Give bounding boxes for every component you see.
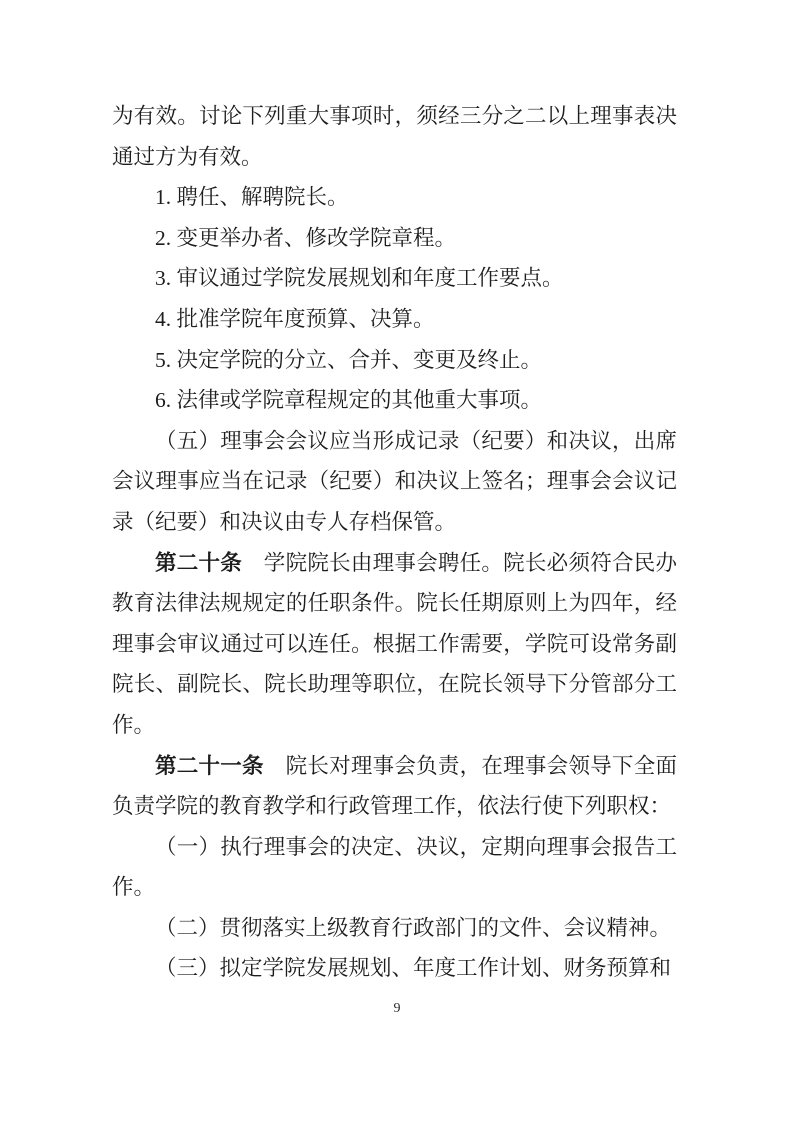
text-run: 院长对理事会负责，在理事会领导下全面负责学院的教育教学和行政管理工作，依法行使下列职权： xyxy=(112,753,677,819)
text-run: （五）理事会会议应当形成记录（纪要）和决议，出席会议理事应当在记录（纪要）和决议上签名；理事会会议记录（纪要）和决议由专人存档保管。 xyxy=(112,428,677,534)
text-run: 4. 批准学院年度预算、决算。 xyxy=(155,306,435,331)
text-run: 学院院长由理事会聘任。院长必须符合民办教育法律法规规定的任职条件。院长任期原则上为四年，经理事会审议通过可以连任。根据工作需要，学院可设常务副院长、副院长、院长助理等职位，在院长领导下分管部分工作。 xyxy=(112,550,677,737)
paragraph xyxy=(112,421,677,543)
text-run: 1. 聘任、解聘院长。 xyxy=(155,185,349,210)
paragraph xyxy=(112,908,677,949)
paragraph xyxy=(112,218,677,259)
paragraph xyxy=(112,258,677,299)
text-run: 为有效。讨论下列重大事项时，须经三分之二以上理事表决通过方为有效。 xyxy=(112,104,677,169)
paragraph xyxy=(112,827,677,908)
paragraph xyxy=(112,96,677,177)
paragraph xyxy=(112,746,677,827)
paragraph xyxy=(112,299,677,340)
document-body xyxy=(112,96,677,989)
text-run: （一）执行理事会的决定、决议，定期向理事会报告工作。 xyxy=(112,834,677,900)
paragraph xyxy=(112,340,677,381)
text-run: 2. 变更举办者、修改学院章程。 xyxy=(155,225,457,250)
page-footer xyxy=(0,999,794,1019)
text-run: 5. 决定学院的分立、合并、变更及终止。 xyxy=(155,347,543,372)
paragraph xyxy=(112,948,677,989)
paragraph xyxy=(112,543,677,746)
paragraph xyxy=(112,177,677,218)
page-number: 9 xyxy=(393,1001,401,1016)
text-run: 6. 法律或学院章程规定的其他重大事项。 xyxy=(155,388,543,413)
text-run: （二）贯彻落实上级教育行政部门的文件、会议精神。 xyxy=(155,915,672,940)
paragraph xyxy=(112,380,677,421)
text-run: 3. 审议通过学院发展规划和年度工作要点。 xyxy=(155,266,564,291)
article-number-heading: 第二十条 xyxy=(155,550,243,575)
article-number-heading: 第二十一条 xyxy=(155,753,264,778)
text-run: （三）拟定学院发展规划、年度工作计划、财务预算和 xyxy=(155,956,672,981)
